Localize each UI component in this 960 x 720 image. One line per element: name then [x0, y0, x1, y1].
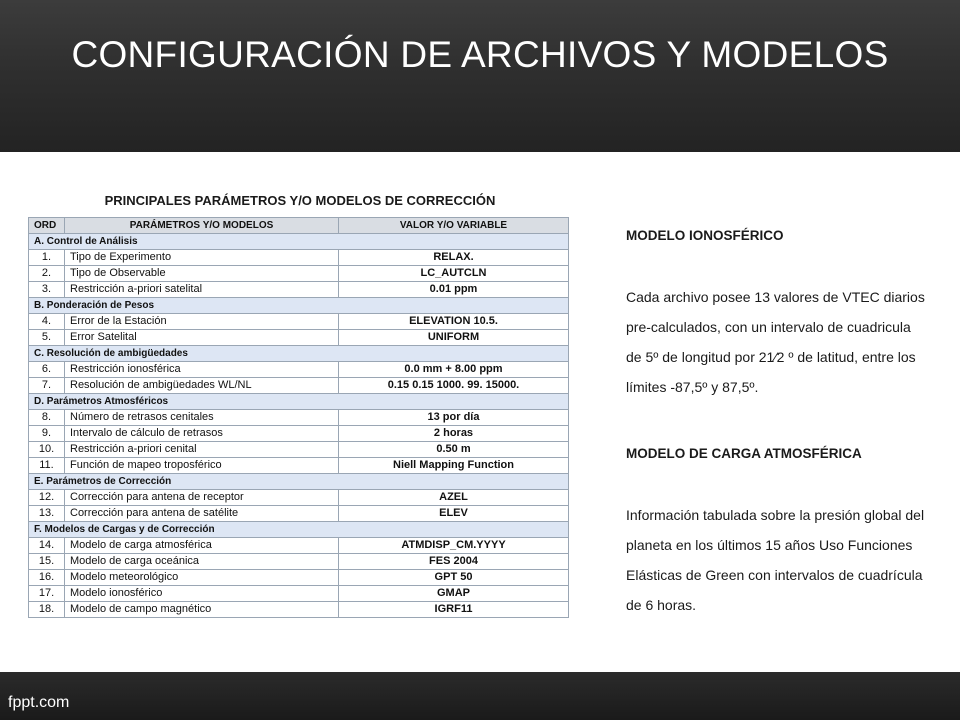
row-value-cell: GMAP	[339, 586, 569, 602]
row-ord-cell: 16.	[29, 570, 65, 586]
row-value-cell: FES 2004	[339, 554, 569, 570]
row-value-cell: RELAX.	[339, 250, 569, 266]
row-parameter-cell: Modelo de carga oceánica	[65, 554, 339, 570]
row-ord-cell: 3.	[29, 282, 65, 298]
section-row	[29, 346, 569, 362]
table-row	[29, 506, 569, 522]
row-ord-cell: 1.	[29, 250, 65, 266]
row-parameter-cell: Resolución de ambigüedades WL/NL	[65, 378, 339, 394]
row-parameter-cell: Tipo de Experimento	[65, 250, 339, 266]
row-ord-cell: 17.	[29, 586, 65, 602]
slide-title: CONFIGURACIÓN DE ARCHIVOS Y MODELOS	[71, 34, 889, 75]
row-ord-cell: 8.	[29, 410, 65, 426]
section-title: B. Ponderación de Pesos	[29, 298, 569, 314]
row-value-cell: 0.15 0.15 1000. 99. 15000.	[339, 378, 569, 394]
row-ord-cell: 7.	[29, 378, 65, 394]
section-title: A. Control de Análisis	[29, 234, 569, 250]
column-header-ord: ORD	[29, 218, 65, 234]
row-value-cell: IGRF11	[339, 602, 569, 618]
column-header-value: VALOR Y/O VARIABLE	[339, 218, 569, 234]
row-value-cell: ELEV	[339, 506, 569, 522]
row-ord-cell: 12.	[29, 490, 65, 506]
row-parameter-cell: Intervalo de cálculo de retrasos	[65, 426, 339, 442]
parameters-table	[28, 217, 569, 618]
table-row	[29, 458, 569, 474]
table-row	[29, 314, 569, 330]
row-ord-cell: 9.	[29, 426, 65, 442]
row-ord-cell: 6.	[29, 362, 65, 378]
atmospheric-load-text: Información tabulada sobre la presión global del planeta en los últimos 15 años Uso Funciones Elásticas de Green con intervalos de cuadrícula de 6 horas.	[626, 507, 925, 613]
table-row	[29, 426, 569, 442]
row-parameter-cell: Error de la Estación	[65, 314, 339, 330]
row-value-cell: ATMDISP_CM.YYYY	[339, 538, 569, 554]
row-value-cell: UNIFORM	[339, 330, 569, 346]
row-parameter-cell: Corrección para antena de satélite	[65, 506, 339, 522]
row-ord-cell: 18.	[29, 602, 65, 618]
table-row	[29, 570, 569, 586]
row-value-cell: 0.0 mm + 8.00 ppm	[339, 362, 569, 378]
row-value-cell: 0.01 ppm	[339, 282, 569, 298]
section-row	[29, 298, 569, 314]
row-ord-cell: 11.	[29, 458, 65, 474]
row-parameter-cell: Número de retrasos cenitales	[65, 410, 339, 426]
atmospheric-load-heading: MODELO DE CARGA ATMOSFÉRICA	[626, 446, 862, 461]
row-parameter-cell: Tipo de Observable	[65, 266, 339, 282]
row-parameter-cell: Restricción a-priori satelital	[65, 282, 339, 298]
row-parameter-cell: Restricción ionosférica	[65, 362, 339, 378]
section-row	[29, 234, 569, 250]
table-row	[29, 602, 569, 618]
row-ord-cell: 14.	[29, 538, 65, 554]
table-row	[29, 330, 569, 346]
row-parameter-cell: Corrección para antena de receptor	[65, 490, 339, 506]
table-row	[29, 586, 569, 602]
table-header-row	[29, 218, 569, 234]
row-value-cell: ELEVATION 10.5.	[339, 314, 569, 330]
table-row	[29, 538, 569, 554]
row-parameter-cell: Función de mapeo troposférico	[65, 458, 339, 474]
row-ord-cell: 5.	[29, 330, 65, 346]
table-row	[29, 250, 569, 266]
column-header-parameters: PARÁMETROS Y/O MODELOS	[65, 218, 339, 234]
table-row	[29, 282, 569, 298]
section-row	[29, 474, 569, 490]
table-row	[29, 554, 569, 570]
section-row	[29, 522, 569, 538]
row-ord-cell: 10.	[29, 442, 65, 458]
table-caption: PRINCIPALES PARÁMETROS Y/O MODELOS DE CORRECCIÓN	[104, 193, 496, 208]
row-ord-cell: 13.	[29, 506, 65, 522]
row-parameter-cell: Restricción a-priori cenital	[65, 442, 339, 458]
table-row	[29, 266, 569, 282]
title-band	[0, 0, 960, 152]
row-value-cell: LC_AUTCLN	[339, 266, 569, 282]
row-value-cell: AZEL	[339, 490, 569, 506]
row-value-cell: GPT 50	[339, 570, 569, 586]
table-row	[29, 362, 569, 378]
footer-band	[0, 672, 960, 720]
row-parameter-cell: Error Satelital	[65, 330, 339, 346]
row-value-cell: 0.50 m	[339, 442, 569, 458]
section-title: E. Parámetros de Corrección	[29, 474, 569, 490]
row-parameter-cell: Modelo ionosférico	[65, 586, 339, 602]
section-title: C. Resolución de ambigüedades	[29, 346, 569, 362]
row-value-cell: 13 por día	[339, 410, 569, 426]
section-title: D. Parámetros Atmosféricos	[29, 394, 569, 410]
section-title: F. Modelos de Cargas y de Corrección	[29, 522, 569, 538]
row-ord-cell: 15.	[29, 554, 65, 570]
table-row	[29, 490, 569, 506]
table-row	[29, 378, 569, 394]
section-row	[29, 394, 569, 410]
row-value-cell: Niell Mapping Function	[339, 458, 569, 474]
table-row	[29, 410, 569, 426]
row-parameter-cell: Modelo meteorológico	[65, 570, 339, 586]
ionospheric-model-text: Cada archivo posee 13 valores de VTEC diarios pre-calculados, con un intervalo de cuadricula de 5º de longitud por 21⁄2 º de latitud, entre los límites -87,5º y 87,5º.	[626, 289, 925, 395]
brand-label: fppt.com	[8, 694, 70, 711]
row-value-cell: 2 horas	[339, 426, 569, 442]
table-body	[29, 234, 569, 618]
row-parameter-cell: Modelo de campo magnético	[65, 602, 339, 618]
ionospheric-model-heading: MODELO IONOSFÉRICO	[626, 228, 784, 243]
row-ord-cell: 4.	[29, 314, 65, 330]
row-parameter-cell: Modelo de carga atmosférica	[65, 538, 339, 554]
table-row	[29, 442, 569, 458]
row-ord-cell: 2.	[29, 266, 65, 282]
